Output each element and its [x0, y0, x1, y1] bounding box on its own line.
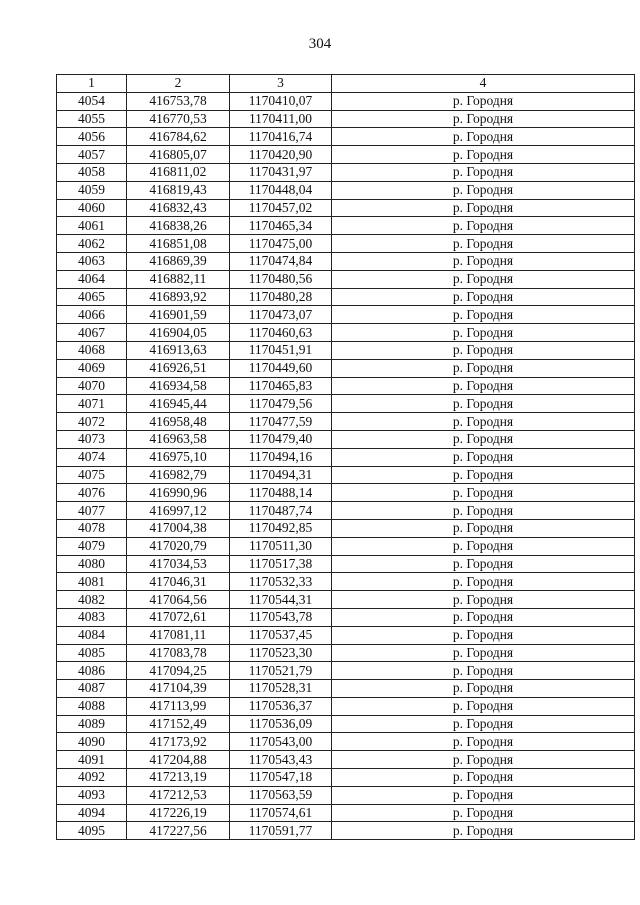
table-row: [57, 697, 635, 715]
cell-point-number: 4066: [57, 306, 127, 324]
cell-y-coordinate: 1170488,14: [230, 484, 332, 502]
cell-description: р. Городня: [332, 395, 635, 413]
cell-y-coordinate: 1170536,37: [230, 697, 332, 715]
cell-description: р. Городня: [332, 466, 635, 484]
cell-y-coordinate: 1170477,59: [230, 413, 332, 431]
cell-point-number: 4083: [57, 608, 127, 626]
cell-description: р. Городня: [332, 804, 635, 822]
cell-y-coordinate: 1170465,34: [230, 217, 332, 235]
cell-x-coordinate: 416869,39: [127, 252, 230, 270]
cell-point-number: 4062: [57, 235, 127, 253]
cell-description: р. Городня: [332, 110, 635, 128]
cell-y-coordinate: 1170537,45: [230, 626, 332, 644]
cell-point-number: 4063: [57, 252, 127, 270]
cell-description: р. Городня: [332, 341, 635, 359]
cell-description: р. Городня: [332, 270, 635, 288]
cell-description: р. Городня: [332, 324, 635, 342]
cell-x-coordinate: 417034,53: [127, 555, 230, 573]
cell-point-number: 4093: [57, 786, 127, 804]
cell-y-coordinate: 1170563,59: [230, 786, 332, 804]
coordinates-table: [56, 74, 635, 840]
cell-x-coordinate: 416913,63: [127, 341, 230, 359]
cell-point-number: 4071: [57, 395, 127, 413]
cell-y-coordinate: 1170543,00: [230, 733, 332, 751]
cell-y-coordinate: 1170480,56: [230, 270, 332, 288]
table-row: [57, 591, 635, 609]
cell-y-coordinate: 1170517,38: [230, 555, 332, 573]
cell-x-coordinate: 416838,26: [127, 217, 230, 235]
cell-y-coordinate: 1170487,74: [230, 502, 332, 520]
cell-y-coordinate: 1170536,09: [230, 715, 332, 733]
cell-y-coordinate: 1170474,84: [230, 252, 332, 270]
cell-y-coordinate: 1170547,18: [230, 769, 332, 787]
table-row: [57, 715, 635, 733]
cell-point-number: 4056: [57, 128, 127, 146]
cell-description: р. Городня: [332, 146, 635, 164]
cell-point-number: 4084: [57, 626, 127, 644]
cell-y-coordinate: 1170410,07: [230, 92, 332, 110]
cell-x-coordinate: 416945,44: [127, 395, 230, 413]
header-cell-description: 4: [332, 75, 635, 93]
cell-y-coordinate: 1170460,63: [230, 324, 332, 342]
cell-description: р. Городня: [332, 430, 635, 448]
cell-x-coordinate: 416832,43: [127, 199, 230, 217]
table-row: [57, 92, 635, 110]
cell-point-number: 4090: [57, 733, 127, 751]
table-row: [57, 502, 635, 520]
cell-x-coordinate: 416901,59: [127, 306, 230, 324]
cell-description: р. Городня: [332, 92, 635, 110]
cell-point-number: 4095: [57, 822, 127, 840]
cell-x-coordinate: 417227,56: [127, 822, 230, 840]
cell-y-coordinate: 1170448,04: [230, 181, 332, 199]
cell-description: р. Городня: [332, 715, 635, 733]
cell-y-coordinate: 1170521,79: [230, 662, 332, 680]
table-row: [57, 769, 635, 787]
cell-point-number: 4078: [57, 519, 127, 537]
cell-point-number: 4082: [57, 591, 127, 609]
cell-x-coordinate: 416819,43: [127, 181, 230, 199]
cell-description: р. Городня: [332, 128, 635, 146]
cell-point-number: 4058: [57, 163, 127, 181]
cell-description: р. Городня: [332, 644, 635, 662]
cell-y-coordinate: 1170544,31: [230, 591, 332, 609]
cell-point-number: 4068: [57, 341, 127, 359]
cell-description: р. Городня: [332, 235, 635, 253]
table-row: [57, 306, 635, 324]
table-row: [57, 395, 635, 413]
cell-y-coordinate: 1170420,90: [230, 146, 332, 164]
table-row: [57, 822, 635, 840]
cell-y-coordinate: 1170479,56: [230, 395, 332, 413]
cell-x-coordinate: 417046,31: [127, 573, 230, 591]
cell-y-coordinate: 1170451,91: [230, 341, 332, 359]
cell-point-number: 4086: [57, 662, 127, 680]
header-cell-y-coordinate: 3: [230, 75, 332, 93]
cell-point-number: 4072: [57, 413, 127, 431]
cell-description: р. Городня: [332, 252, 635, 270]
cell-point-number: 4079: [57, 537, 127, 555]
cell-x-coordinate: 416982,79: [127, 466, 230, 484]
cell-y-coordinate: 1170465,83: [230, 377, 332, 395]
cell-y-coordinate: 1170511,30: [230, 537, 332, 555]
cell-description: р. Городня: [332, 502, 635, 520]
cell-description: р. Городня: [332, 769, 635, 787]
cell-point-number: 4091: [57, 751, 127, 769]
cell-x-coordinate: 416926,51: [127, 359, 230, 377]
cell-description: р. Городня: [332, 306, 635, 324]
cell-description: р. Городня: [332, 199, 635, 217]
cell-description: р. Городня: [332, 448, 635, 466]
table-row: [57, 181, 635, 199]
table-row: [57, 199, 635, 217]
cell-description: р. Городня: [332, 608, 635, 626]
cell-description: р. Городня: [332, 591, 635, 609]
cell-description: р. Городня: [332, 181, 635, 199]
cell-description: р. Городня: [332, 377, 635, 395]
table-row: [57, 608, 635, 626]
cell-point-number: 4070: [57, 377, 127, 395]
cell-description: р. Городня: [332, 163, 635, 181]
cell-y-coordinate: 1170480,28: [230, 288, 332, 306]
table-row: [57, 377, 635, 395]
table-row: [57, 252, 635, 270]
cell-x-coordinate: 417173,92: [127, 733, 230, 751]
table-row: [57, 804, 635, 822]
cell-point-number: 4065: [57, 288, 127, 306]
cell-description: р. Городня: [332, 537, 635, 555]
page-number: 304: [308, 36, 332, 52]
cell-x-coordinate: 416770,53: [127, 110, 230, 128]
cell-point-number: 4092: [57, 769, 127, 787]
cell-description: р. Городня: [332, 680, 635, 698]
header-row: [57, 75, 635, 93]
cell-y-coordinate: 1170532,33: [230, 573, 332, 591]
cell-point-number: 4069: [57, 359, 127, 377]
table-row: [57, 235, 635, 253]
table-row: [57, 573, 635, 591]
cell-point-number: 4075: [57, 466, 127, 484]
table-row: [57, 448, 635, 466]
cell-y-coordinate: 1170475,00: [230, 235, 332, 253]
cell-x-coordinate: 417081,11: [127, 626, 230, 644]
cell-y-coordinate: 1170431,97: [230, 163, 332, 181]
cell-x-coordinate: 417213,19: [127, 769, 230, 787]
table-row: [57, 359, 635, 377]
table-row: [57, 110, 635, 128]
cell-point-number: 4057: [57, 146, 127, 164]
table-row: [57, 484, 635, 502]
cell-point-number: 4080: [57, 555, 127, 573]
cell-y-coordinate: 1170543,78: [230, 608, 332, 626]
cell-description: р. Городня: [332, 555, 635, 573]
table-header: [57, 75, 635, 93]
cell-description: р. Городня: [332, 786, 635, 804]
table-row: [57, 146, 635, 164]
cell-y-coordinate: 1170416,74: [230, 128, 332, 146]
cell-description: р. Городня: [332, 662, 635, 680]
table-row: [57, 519, 635, 537]
cell-point-number: 4064: [57, 270, 127, 288]
cell-y-coordinate: 1170494,31: [230, 466, 332, 484]
cell-x-coordinate: 417064,56: [127, 591, 230, 609]
cell-y-coordinate: 1170528,31: [230, 680, 332, 698]
cell-x-coordinate: 416805,07: [127, 146, 230, 164]
cell-x-coordinate: 417004,38: [127, 519, 230, 537]
table-row: [57, 733, 635, 751]
cell-x-coordinate: 417094,25: [127, 662, 230, 680]
table-row: [57, 662, 635, 680]
cell-x-coordinate: 417204,88: [127, 751, 230, 769]
table-row: [57, 466, 635, 484]
cell-description: р. Городня: [332, 822, 635, 840]
cell-point-number: 4077: [57, 502, 127, 520]
table-row: [57, 288, 635, 306]
cell-description: р. Городня: [332, 484, 635, 502]
table-row: [57, 413, 635, 431]
table-row: [57, 217, 635, 235]
cell-x-coordinate: 416893,92: [127, 288, 230, 306]
cell-description: р. Городня: [332, 573, 635, 591]
cell-y-coordinate: 1170591,77: [230, 822, 332, 840]
cell-description: р. Городня: [332, 217, 635, 235]
cell-x-coordinate: 417104,39: [127, 680, 230, 698]
cell-y-coordinate: 1170449,60: [230, 359, 332, 377]
cell-x-coordinate: 417020,79: [127, 537, 230, 555]
cell-point-number: 4088: [57, 697, 127, 715]
cell-point-number: 4085: [57, 644, 127, 662]
cell-point-number: 4060: [57, 199, 127, 217]
cell-description: р. Городня: [332, 733, 635, 751]
cell-x-coordinate: 416753,78: [127, 92, 230, 110]
cell-point-number: 4054: [57, 92, 127, 110]
cell-x-coordinate: 416904,05: [127, 324, 230, 342]
table-row: [57, 270, 635, 288]
cell-description: р. Городня: [332, 413, 635, 431]
cell-description: р. Городня: [332, 626, 635, 644]
cell-x-coordinate: 417083,78: [127, 644, 230, 662]
cell-y-coordinate: 1170574,61: [230, 804, 332, 822]
cell-point-number: 4061: [57, 217, 127, 235]
cell-x-coordinate: 416882,11: [127, 270, 230, 288]
cell-point-number: 4094: [57, 804, 127, 822]
cell-y-coordinate: 1170473,07: [230, 306, 332, 324]
cell-y-coordinate: 1170479,40: [230, 430, 332, 448]
cell-description: р. Городня: [332, 519, 635, 537]
cell-description: р. Городня: [332, 359, 635, 377]
table-row: [57, 555, 635, 573]
table-row: [57, 128, 635, 146]
cell-x-coordinate: 417226,19: [127, 804, 230, 822]
table-row: [57, 537, 635, 555]
cell-point-number: 4067: [57, 324, 127, 342]
cell-x-coordinate: 416975,10: [127, 448, 230, 466]
table-row: [57, 324, 635, 342]
cell-x-coordinate: 416811,02: [127, 163, 230, 181]
cell-description: р. Городня: [332, 751, 635, 769]
cell-x-coordinate: 417113,99: [127, 697, 230, 715]
cell-y-coordinate: 1170411,00: [230, 110, 332, 128]
cell-point-number: 4076: [57, 484, 127, 502]
cell-point-number: 4073: [57, 430, 127, 448]
table-row: [57, 163, 635, 181]
table-body: [57, 92, 635, 839]
table-row: [57, 430, 635, 448]
header-cell-x-coordinate: 2: [127, 75, 230, 93]
cell-x-coordinate: 416990,96: [127, 484, 230, 502]
cell-x-coordinate: 416851,08: [127, 235, 230, 253]
cell-description: р. Городня: [332, 288, 635, 306]
cell-x-coordinate: 417212,53: [127, 786, 230, 804]
cell-point-number: 4055: [57, 110, 127, 128]
cell-y-coordinate: 1170492,85: [230, 519, 332, 537]
cell-x-coordinate: 417072,61: [127, 608, 230, 626]
cell-y-coordinate: 1170457,02: [230, 199, 332, 217]
table-row: [57, 341, 635, 359]
cell-x-coordinate: 416958,48: [127, 413, 230, 431]
cell-description: р. Городня: [332, 697, 635, 715]
cell-x-coordinate: 417152,49: [127, 715, 230, 733]
table-row: [57, 680, 635, 698]
cell-point-number: 4081: [57, 573, 127, 591]
table-row: [57, 626, 635, 644]
cell-point-number: 4087: [57, 680, 127, 698]
cell-x-coordinate: 416784,62: [127, 128, 230, 146]
cell-y-coordinate: 1170494,16: [230, 448, 332, 466]
cell-y-coordinate: 1170543,43: [230, 751, 332, 769]
table-row: [57, 644, 635, 662]
cell-x-coordinate: 416997,12: [127, 502, 230, 520]
cell-point-number: 4059: [57, 181, 127, 199]
table-row: [57, 751, 635, 769]
cell-x-coordinate: 416934,58: [127, 377, 230, 395]
cell-y-coordinate: 1170523,30: [230, 644, 332, 662]
header-cell-point-number: 1: [57, 75, 127, 93]
cell-x-coordinate: 416963,58: [127, 430, 230, 448]
cell-point-number: 4089: [57, 715, 127, 733]
table-row: [57, 786, 635, 804]
cell-point-number: 4074: [57, 448, 127, 466]
